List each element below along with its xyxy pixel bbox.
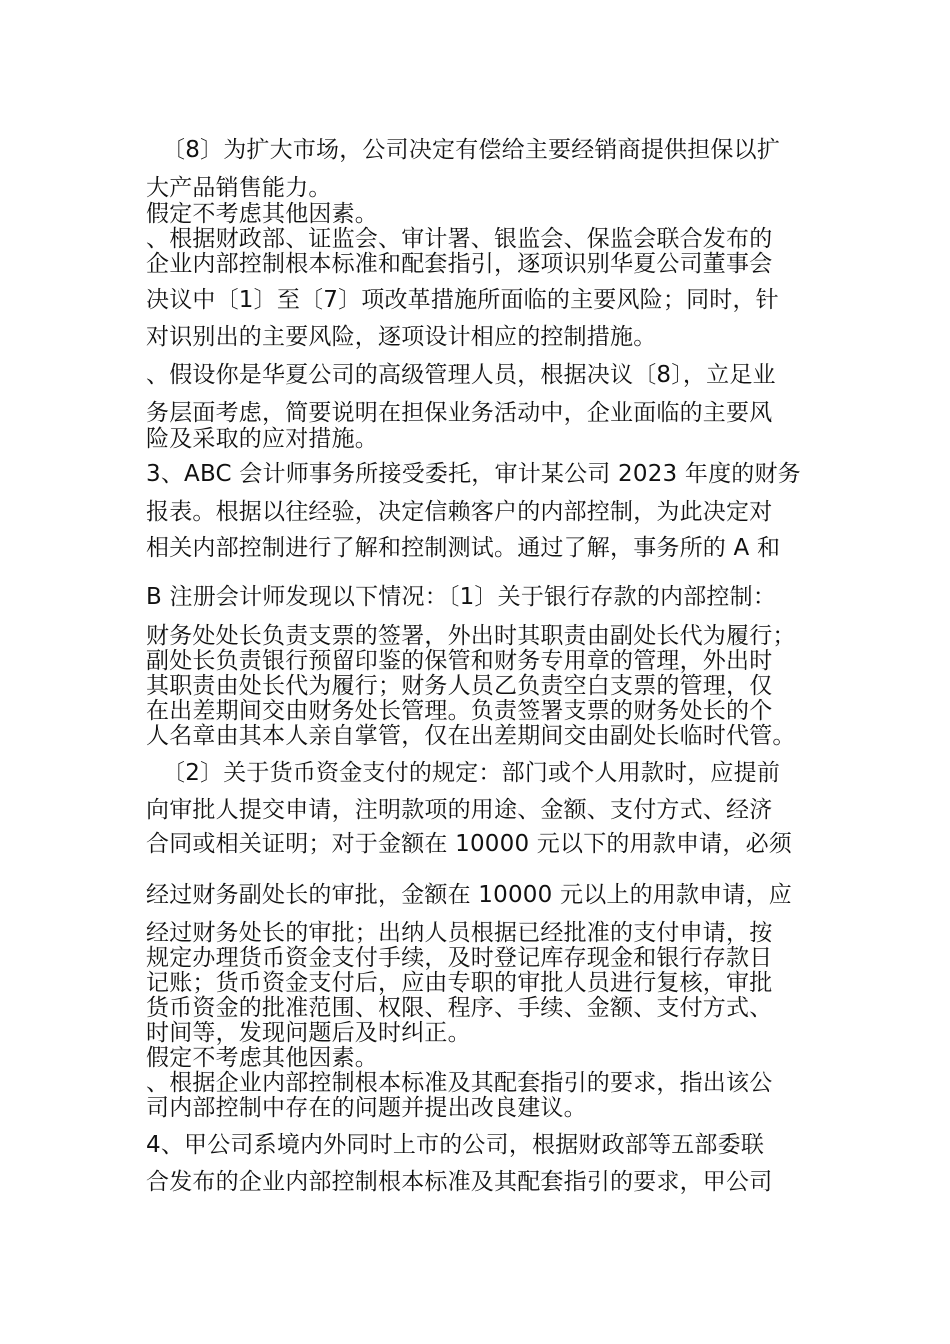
text-line: 合同或相关证明；对于金额在 10000 元以下的用款申请，必须 xyxy=(146,831,792,857)
text-line: 财务处处长负责支票的签署，外出时其职责由副处长代为履行； xyxy=(146,623,796,649)
text-line: 合发布的企业内部控制根本标准及其配套指引的要求，甲公司 xyxy=(146,1169,773,1195)
text-line: 记账；货币资金支付后，应由专职的审批人员进行复核，审批 xyxy=(146,970,773,996)
text-line: 货币资金的批准范围、权限、程序、手续、金额、支付方式、 xyxy=(146,995,773,1021)
text-line: 决议中〔1〕至〔7〕项改革措施所面临的主要风险；同时，针 xyxy=(146,287,779,313)
text-line: 时间等，发现问题后及时纠正。 xyxy=(146,1020,471,1046)
text-line: 3、ABC 会计师事务所接受委托，审计某公司 2023 年度的财务 xyxy=(146,461,801,487)
text-line: 副处长负责银行预留印鉴的保管和财务专用章的管理，外出时 xyxy=(146,648,773,674)
text-line: 、根据企业内部控制根本标准及其配套指引的要求，指出该公 xyxy=(146,1070,773,1096)
text-line: 大产品销售能力。 xyxy=(146,175,332,201)
text-line: 向审批人提交申请，注明款项的用途、金额、支付方式、经济 xyxy=(146,797,773,823)
text-line: 经过财务副处长的审批，金额在 10000 元以上的用款申请，应 xyxy=(146,882,792,908)
text-line: B 注册会计师发现以下情况：〔1〕关于银行存款的内部控制： xyxy=(146,584,777,610)
text-line: 险及采取的应对措施。 xyxy=(146,426,378,452)
text-line: 、根据财政部、证监会、审计署、银监会、保监会联合发布的 xyxy=(146,226,773,252)
text-line: 在出差期间交由财务处长管理。负责签署支票的财务处长的个 xyxy=(146,698,773,724)
text-line: 4、甲公司系境内外同时上市的公司，根据财政部等五部委联 xyxy=(146,1132,765,1158)
text-line: 假定不考虑其他因素。 xyxy=(146,1045,378,1071)
text-line: 〔2〕关于货币资金支付的规定：部门或个人用款时，应提前 xyxy=(162,760,781,786)
text-line: 报表。根据以往经验，决定信赖客户的内部控制，为此决定对 xyxy=(146,499,773,525)
text-line: 〔8〕为扩大市场，公司决定有偿给主要经销商提供担保以扩 xyxy=(162,137,781,163)
text-line: 经过财务处长的审批；出纳人员根据已经批准的支付申请，按 xyxy=(146,920,773,946)
text-line: 企业内部控制根本标准和配套指引，逐项识别华夏公司董事会 xyxy=(146,251,773,277)
text-line: 司内部控制中存在的问题并提出改良建议。 xyxy=(146,1095,587,1121)
text-line: 相关内部控制进行了解和控制测试。通过了解，事务所的 A 和 xyxy=(146,535,781,561)
text-line: 其职责由处长代为履行；财务人员乙负责空白支票的管理，仅 xyxy=(146,673,773,699)
text-line: 规定办理货币资金支付手续，及时登记库存现金和银行存款日 xyxy=(146,945,773,971)
text-line: 对识别出的主要风险，逐项设计相应的控制措施。 xyxy=(146,324,657,350)
text-line: 务层面考虑，简要说明在担保业务活动中，企业面临的主要风 xyxy=(146,400,773,426)
text-line: 、假设你是华夏公司的高级管理人员，根据决议〔8〕，立足业 xyxy=(146,362,776,388)
text-line: 假定不考虑其他因素。 xyxy=(146,201,378,227)
text-line: 人名章由其本人亲自掌管，仅在出差期间交由副处长临时代管。 xyxy=(146,723,796,749)
